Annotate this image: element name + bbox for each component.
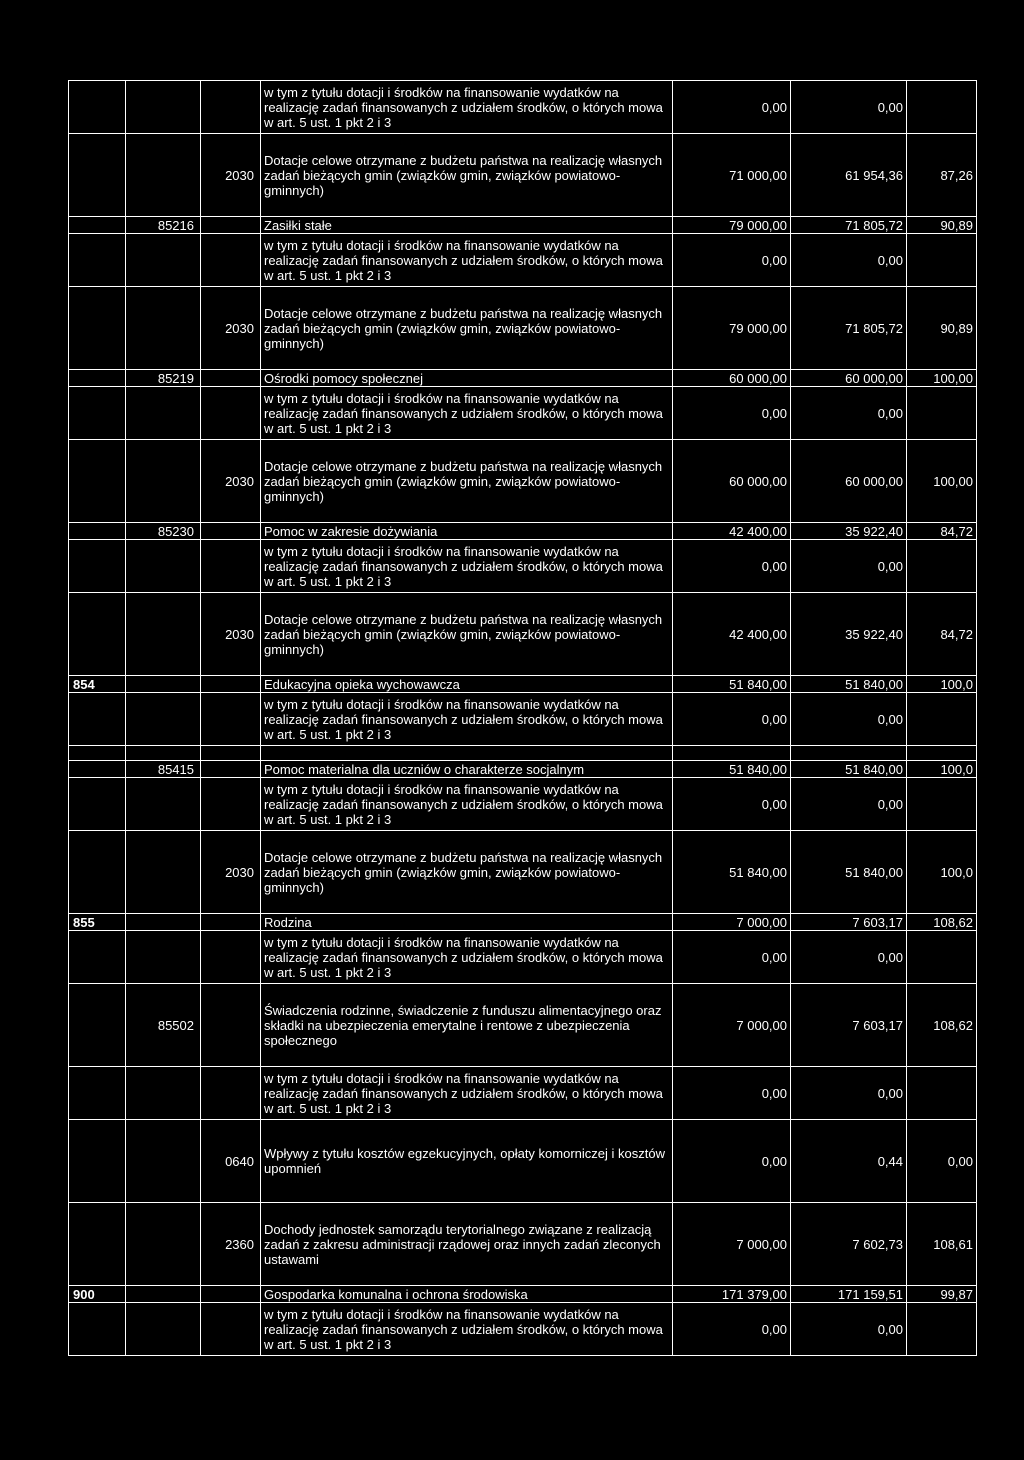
cell-description: Pomoc materialna dla uczniów o charakterze socjalnym bbox=[261, 761, 673, 778]
cell-percent: 90,89 bbox=[907, 287, 977, 370]
cell-dzial bbox=[69, 693, 126, 746]
cell-wykonanie: 171 159,51 bbox=[791, 1286, 907, 1303]
cell-rozdzial bbox=[126, 778, 201, 831]
cell-wykonanie: 7 602,73 bbox=[791, 1203, 907, 1286]
cell-plan: 51 840,00 bbox=[673, 831, 791, 914]
cell-paragraf bbox=[201, 1067, 261, 1120]
cell-plan: 79 000,00 bbox=[673, 287, 791, 370]
table-row bbox=[69, 523, 977, 540]
table-row bbox=[69, 761, 977, 778]
cell-dzial bbox=[69, 1303, 126, 1356]
cell-wykonanie: 0,00 bbox=[791, 234, 907, 287]
cell-paragraf bbox=[201, 217, 261, 234]
cell-description: Gospodarka komunalna i ochrona środowiska bbox=[261, 1286, 673, 1303]
cell-dzial bbox=[69, 217, 126, 234]
cell-wykonanie: 51 840,00 bbox=[791, 761, 907, 778]
cell-plan: 79 000,00 bbox=[673, 217, 791, 234]
cell-dzial bbox=[69, 440, 126, 523]
cell-rozdzial: 85415 bbox=[126, 761, 201, 778]
cell-paragraf bbox=[201, 81, 261, 134]
cell-dzial bbox=[69, 593, 126, 676]
cell-dzial bbox=[69, 234, 126, 287]
cell-plan: 60 000,00 bbox=[673, 370, 791, 387]
cell-description: Dotacje celowe otrzymane z budżetu państwa na realizację własnych zadań bieżących gmin (związków gmin, związków powiatowo-gminnych) bbox=[261, 440, 673, 523]
table-body bbox=[69, 81, 977, 1356]
cell-wykonanie: 0,00 bbox=[791, 1067, 907, 1120]
cell-percent: 84,72 bbox=[907, 593, 977, 676]
cell-dzial bbox=[69, 1067, 126, 1120]
cell-paragraf bbox=[201, 1303, 261, 1356]
cell-percent: 99,87 bbox=[907, 1286, 977, 1303]
cell-rozdzial bbox=[126, 540, 201, 593]
cell-rozdzial bbox=[126, 387, 201, 440]
cell-dzial bbox=[69, 523, 126, 540]
cell-dzial bbox=[69, 831, 126, 914]
table-row bbox=[69, 593, 977, 676]
cell-dzial bbox=[69, 540, 126, 593]
cell-dzial bbox=[69, 931, 126, 984]
cell-dzial bbox=[69, 761, 126, 778]
table-row bbox=[69, 746, 977, 761]
cell-dzial bbox=[69, 81, 126, 134]
cell-description: w tym z tytułu dotacji i środków na finansowanie wydatków na realizację zadań finansowanych z udziałem środków, o których mowa w art. 5 ust. 1 pkt 2 i 3 bbox=[261, 81, 673, 134]
cell-dzial: 855 bbox=[69, 914, 126, 931]
table-row bbox=[69, 134, 977, 217]
table-row bbox=[69, 984, 977, 1067]
cell-plan: 60 000,00 bbox=[673, 440, 791, 523]
cell-paragraf bbox=[201, 370, 261, 387]
cell-paragraf bbox=[201, 984, 261, 1067]
cell-plan: 7 000,00 bbox=[673, 984, 791, 1067]
cell-dzial bbox=[69, 778, 126, 831]
cell-rozdzial: 85502 bbox=[126, 984, 201, 1067]
cell-paragraf: 2030 bbox=[201, 593, 261, 676]
table-row bbox=[69, 234, 977, 287]
cell-paragraf bbox=[201, 914, 261, 931]
cell-percent: 108,61 bbox=[907, 1203, 977, 1286]
cell-dzial bbox=[69, 1203, 126, 1286]
cell-description: w tym z tytułu dotacji i środków na finansowanie wydatków na realizację zadań finansowanych z udziałem środków, o których mowa w art. 5 ust. 1 pkt 2 i 3 bbox=[261, 1303, 673, 1356]
cell-description: Świadczenia rodzinne, świadczenie z funduszu alimentacyjnego oraz składki na ubezpieczenia emerytalne i rentowe z ubezpieczenia społecznego bbox=[261, 984, 673, 1067]
cell-plan: 0,00 bbox=[673, 81, 791, 134]
cell-description bbox=[261, 746, 673, 761]
table-row bbox=[69, 1203, 977, 1286]
cell-description: Pomoc w zakresie dożywiania bbox=[261, 523, 673, 540]
cell-plan: 0,00 bbox=[673, 778, 791, 831]
cell-plan: 7 000,00 bbox=[673, 914, 791, 931]
cell-percent bbox=[907, 746, 977, 761]
cell-percent: 100,0 bbox=[907, 831, 977, 914]
table-row bbox=[69, 81, 977, 134]
table-row bbox=[69, 1286, 977, 1303]
cell-rozdzial bbox=[126, 931, 201, 984]
cell-description: Edukacyjna opieka wychowawcza bbox=[261, 676, 673, 693]
cell-percent: 100,0 bbox=[907, 761, 977, 778]
cell-paragraf bbox=[201, 540, 261, 593]
cell-wykonanie: 0,00 bbox=[791, 387, 907, 440]
cell-paragraf: 2030 bbox=[201, 287, 261, 370]
table-row bbox=[69, 1120, 977, 1203]
cell-rozdzial bbox=[126, 831, 201, 914]
cell-dzial bbox=[69, 984, 126, 1067]
cell-wykonanie: 71 805,72 bbox=[791, 287, 907, 370]
cell-percent bbox=[907, 540, 977, 593]
cell-plan bbox=[673, 746, 791, 761]
cell-percent bbox=[907, 778, 977, 831]
cell-wykonanie: 0,00 bbox=[791, 1303, 907, 1356]
cell-plan: 51 840,00 bbox=[673, 761, 791, 778]
cell-percent bbox=[907, 1067, 977, 1120]
cell-rozdzial bbox=[126, 914, 201, 931]
cell-description: Dotacje celowe otrzymane z budżetu państwa na realizację własnych zadań bieżących gmin (związków gmin, związków powiatowo-gminnych) bbox=[261, 831, 673, 914]
cell-wykonanie: 0,00 bbox=[791, 693, 907, 746]
cell-paragraf bbox=[201, 387, 261, 440]
cell-plan: 0,00 bbox=[673, 1303, 791, 1356]
cell-description: w tym z tytułu dotacji i środków na finansowanie wydatków na realizację zadań finansowanych z udziałem środków, o których mowa w art. 5 ust. 1 pkt 2 i 3 bbox=[261, 387, 673, 440]
cell-wykonanie: 0,00 bbox=[791, 81, 907, 134]
cell-wykonanie: 0,44 bbox=[791, 1120, 907, 1203]
table-row bbox=[69, 778, 977, 831]
cell-plan: 42 400,00 bbox=[673, 593, 791, 676]
cell-rozdzial: 85230 bbox=[126, 523, 201, 540]
cell-paragraf: 0640 bbox=[201, 1120, 261, 1203]
cell-description: Dotacje celowe otrzymane z budżetu państwa na realizację własnych zadań bieżących gmin (związków gmin, związków powiatowo-gminnych) bbox=[261, 287, 673, 370]
cell-rozdzial bbox=[126, 1067, 201, 1120]
cell-description: Ośrodki pomocy społecznej bbox=[261, 370, 673, 387]
cell-description: Dochody jednostek samorządu terytorialnego związane z realizacją zadań z zakresu administracji rządowej oraz innych zadań zleconych ustawami bbox=[261, 1203, 673, 1286]
cell-plan: 42 400,00 bbox=[673, 523, 791, 540]
cell-percent bbox=[907, 693, 977, 746]
cell-percent: 84,72 bbox=[907, 523, 977, 540]
cell-rozdzial bbox=[126, 287, 201, 370]
cell-percent: 87,26 bbox=[907, 134, 977, 217]
cell-rozdzial bbox=[126, 440, 201, 523]
cell-rozdzial bbox=[126, 593, 201, 676]
cell-wykonanie: 7 603,17 bbox=[791, 984, 907, 1067]
cell-rozdzial bbox=[126, 1303, 201, 1356]
cell-wykonanie: 71 805,72 bbox=[791, 217, 907, 234]
cell-description: w tym z tytułu dotacji i środków na finansowanie wydatków na realizację zadań finansowanych z udziałem środków, o których mowa w art. 5 ust. 1 pkt 2 i 3 bbox=[261, 931, 673, 984]
table-row bbox=[69, 370, 977, 387]
cell-plan: 7 000,00 bbox=[673, 1203, 791, 1286]
cell-percent bbox=[907, 387, 977, 440]
cell-dzial bbox=[69, 1120, 126, 1203]
table-row bbox=[69, 931, 977, 984]
cell-paragraf: 2030 bbox=[201, 831, 261, 914]
cell-paragraf bbox=[201, 931, 261, 984]
cell-percent bbox=[907, 931, 977, 984]
cell-percent: 108,62 bbox=[907, 914, 977, 931]
table-row bbox=[69, 676, 977, 693]
cell-wykonanie: 60 000,00 bbox=[791, 370, 907, 387]
cell-plan: 0,00 bbox=[673, 234, 791, 287]
cell-rozdzial bbox=[126, 693, 201, 746]
cell-wykonanie: 35 922,40 bbox=[791, 523, 907, 540]
cell-rozdzial bbox=[126, 1203, 201, 1286]
cell-rozdzial bbox=[126, 81, 201, 134]
cell-plan: 0,00 bbox=[673, 540, 791, 593]
cell-paragraf: 2030 bbox=[201, 134, 261, 217]
cell-wykonanie: 51 840,00 bbox=[791, 676, 907, 693]
cell-percent: 0,00 bbox=[907, 1120, 977, 1203]
cell-wykonanie: 7 603,17 bbox=[791, 914, 907, 931]
table-row bbox=[69, 1067, 977, 1120]
cell-percent: 108,62 bbox=[907, 984, 977, 1067]
cell-wykonanie: 35 922,40 bbox=[791, 593, 907, 676]
cell-percent: 90,89 bbox=[907, 217, 977, 234]
table-row bbox=[69, 693, 977, 746]
table-row bbox=[69, 914, 977, 931]
cell-wykonanie: 60 000,00 bbox=[791, 440, 907, 523]
cell-paragraf bbox=[201, 746, 261, 761]
table-row bbox=[69, 287, 977, 370]
cell-description: Wpływy z tytułu kosztów egzekucyjnych, opłaty komorniczej i kosztów upomnień bbox=[261, 1120, 673, 1203]
cell-description: Dotacje celowe otrzymane z budżetu państwa na realizację własnych zadań bieżących gmin (związków gmin, związków powiatowo-gminnych) bbox=[261, 134, 673, 217]
cell-plan: 51 840,00 bbox=[673, 676, 791, 693]
cell-dzial bbox=[69, 287, 126, 370]
cell-dzial bbox=[69, 134, 126, 217]
cell-plan: 0,00 bbox=[673, 931, 791, 984]
cell-percent bbox=[907, 81, 977, 134]
cell-wykonanie: 61 954,36 bbox=[791, 134, 907, 217]
cell-dzial: 900 bbox=[69, 1286, 126, 1303]
table-row bbox=[69, 387, 977, 440]
cell-paragraf bbox=[201, 761, 261, 778]
cell-plan: 0,00 bbox=[673, 693, 791, 746]
cell-plan: 0,00 bbox=[673, 1120, 791, 1203]
cell-rozdzial bbox=[126, 676, 201, 693]
cell-dzial bbox=[69, 370, 126, 387]
cell-description: Zasiłki stałe bbox=[261, 217, 673, 234]
cell-description: Dotacje celowe otrzymane z budżetu państwa na realizację własnych zadań bieżących gmin (związków gmin, związków powiatowo-gminnych) bbox=[261, 593, 673, 676]
table-row bbox=[69, 217, 977, 234]
cell-wykonanie: 0,00 bbox=[791, 931, 907, 984]
cell-dzial bbox=[69, 746, 126, 761]
cell-percent: 100,00 bbox=[907, 370, 977, 387]
table-row bbox=[69, 540, 977, 593]
table-row bbox=[69, 831, 977, 914]
cell-description: w tym z tytułu dotacji i środków na finansowanie wydatków na realizację zadań finansowanych z udziałem środków, o których mowa w art. 5 ust. 1 pkt 2 i 3 bbox=[261, 778, 673, 831]
cell-description: Rodzina bbox=[261, 914, 673, 931]
cell-rozdzial bbox=[126, 134, 201, 217]
cell-percent bbox=[907, 234, 977, 287]
cell-wykonanie: 0,00 bbox=[791, 540, 907, 593]
cell-rozdzial bbox=[126, 746, 201, 761]
cell-percent: 100,0 bbox=[907, 676, 977, 693]
cell-wykonanie bbox=[791, 746, 907, 761]
cell-dzial bbox=[69, 387, 126, 440]
cell-description: w tym z tytułu dotacji i środków na finansowanie wydatków na realizację zadań finansowanych z udziałem środków, o których mowa w art. 5 ust. 1 pkt 2 i 3 bbox=[261, 234, 673, 287]
cell-percent: 100,00 bbox=[907, 440, 977, 523]
cell-paragraf bbox=[201, 778, 261, 831]
cell-description: w tym z tytułu dotacji i środków na finansowanie wydatków na realizację zadań finansowanych z udziałem środków, o których mowa w art. 5 ust. 1 pkt 2 i 3 bbox=[261, 540, 673, 593]
cell-paragraf bbox=[201, 523, 261, 540]
cell-plan: 171 379,00 bbox=[673, 1286, 791, 1303]
cell-rozdzial bbox=[126, 234, 201, 287]
cell-paragraf bbox=[201, 676, 261, 693]
cell-plan: 0,00 bbox=[673, 387, 791, 440]
cell-rozdzial: 85219 bbox=[126, 370, 201, 387]
cell-paragraf bbox=[201, 693, 261, 746]
cell-paragraf: 2360 bbox=[201, 1203, 261, 1286]
cell-plan: 71 000,00 bbox=[673, 134, 791, 217]
cell-paragraf bbox=[201, 234, 261, 287]
table-row bbox=[69, 1303, 977, 1356]
cell-paragraf: 2030 bbox=[201, 440, 261, 523]
cell-paragraf bbox=[201, 1286, 261, 1303]
cell-percent bbox=[907, 1303, 977, 1356]
budget-table bbox=[68, 80, 977, 1356]
cell-wykonanie: 51 840,00 bbox=[791, 831, 907, 914]
table-row bbox=[69, 440, 977, 523]
cell-dzial: 854 bbox=[69, 676, 126, 693]
cell-wykonanie: 0,00 bbox=[791, 778, 907, 831]
cell-description: w tym z tytułu dotacji i środków na finansowanie wydatków na realizację zadań finansowanych z udziałem środków, o których mowa w art. 5 ust. 1 pkt 2 i 3 bbox=[261, 1067, 673, 1120]
cell-rozdzial bbox=[126, 1286, 201, 1303]
cell-rozdzial bbox=[126, 1120, 201, 1203]
cell-description: w tym z tytułu dotacji i środków na finansowanie wydatków na realizację zadań finansowanych z udziałem środków, o których mowa w art. 5 ust. 1 pkt 2 i 3 bbox=[261, 693, 673, 746]
cell-rozdzial: 85216 bbox=[126, 217, 201, 234]
cell-plan: 0,00 bbox=[673, 1067, 791, 1120]
